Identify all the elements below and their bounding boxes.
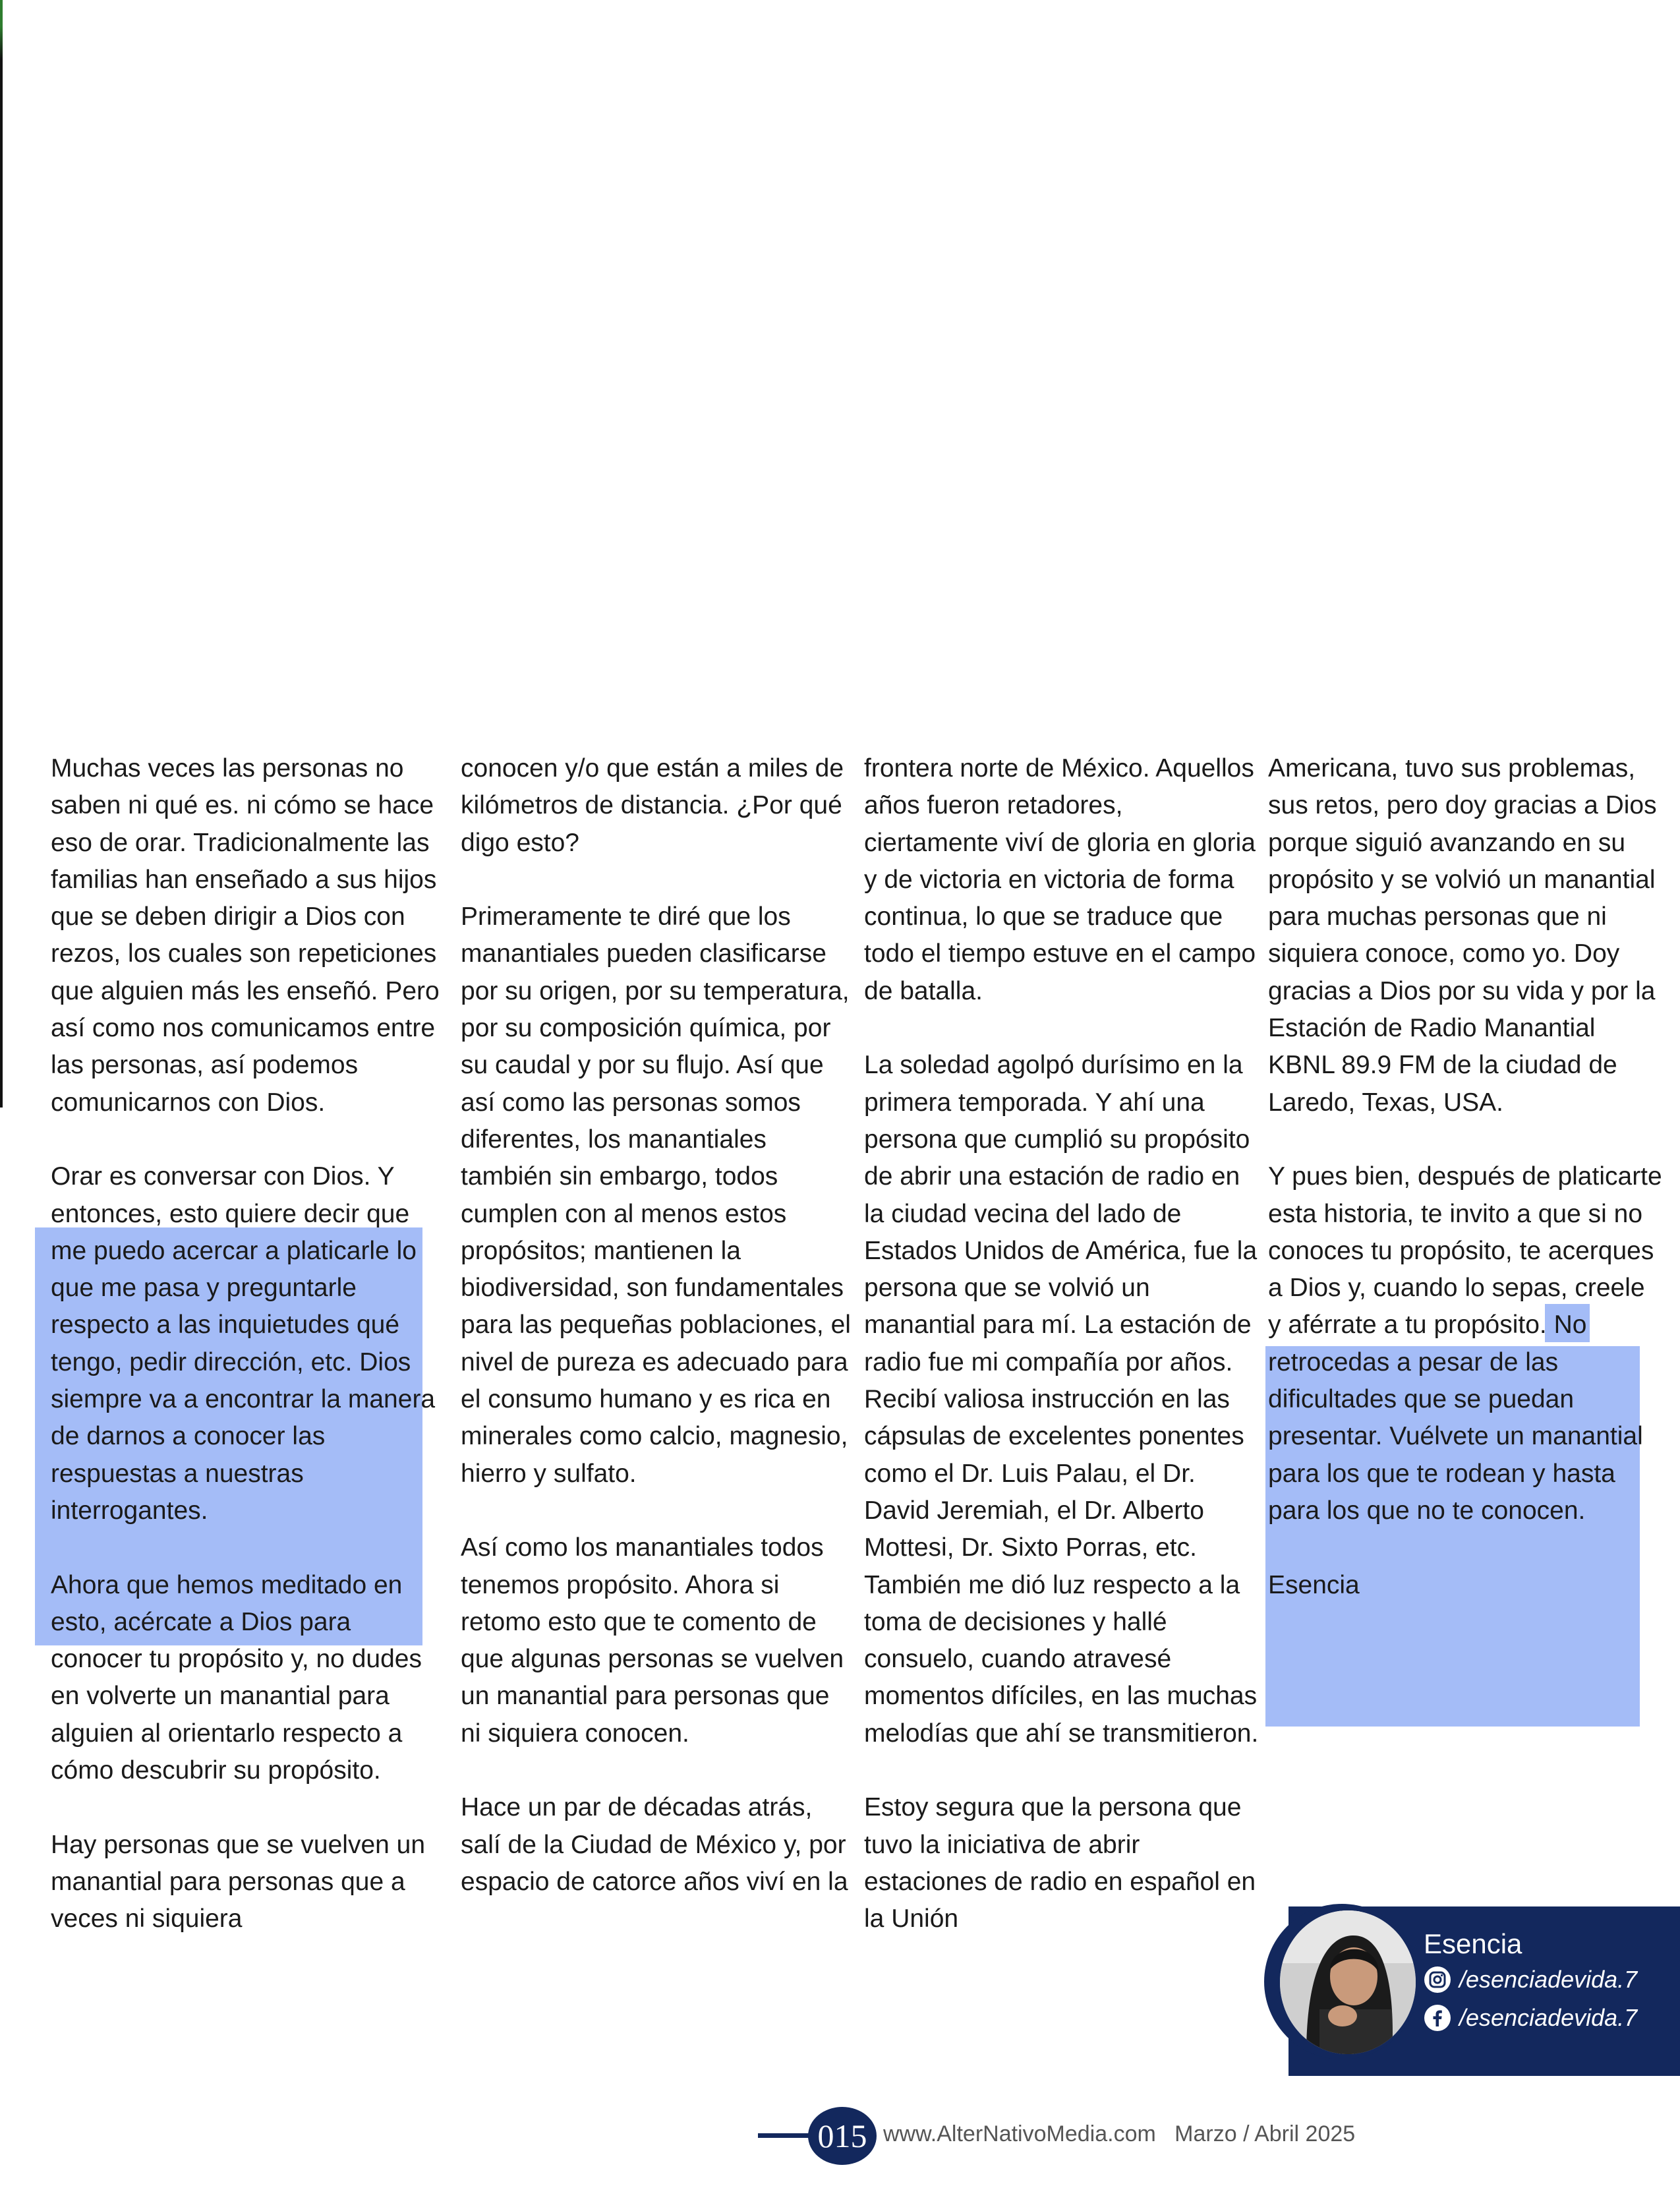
paragraph: Así como los manantiales todos tenemos propósito. Ahora si retomo esto que te comento de que algunas personas se vuelven un manantial para personas que ni siquiera conocen.	[461, 1533, 844, 1748]
page-number: 015	[808, 2107, 877, 2165]
paragraph: Primeramente te diré que los manantiales pueden clasificarse por su origen, por su temperatura, por su composición química, por su caudal y por su flujo. Así que así como las personas somos diferentes, los manantiales también sin embargo, todos cumplen con al menos estos propósitos; mantienen la biodiversidad, son fundamentales para las pequeñas poblaciones, el nivel de pureza es adecuado para el consumo humano y es rica en minerales como calcio, magnesio, hierro y sulfato.	[461, 902, 851, 1488]
page-edge-line	[0, 0, 3, 1108]
avatar	[1280, 1910, 1416, 2054]
closing-intro: Y pues bien, después de platicarte esta historia,	[1268, 1162, 1662, 1228]
paragraph: Muchas veces las personas no saben ni qué es. ni cómo se hace eso de orar. Tradicionalmente las familias han enseñado a sus hijos que se deben dirigir a Dios con rezos, los cuales son repeticiones que alguien más les enseñó. Pero así como nos comunicamos entre las personas, así podemos comunicarnos con Dios.	[51, 754, 440, 1117]
article-column-1	[51, 750, 446, 1938]
footer-website[interactable]: www.AlterNativoMedia.com	[883, 2121, 1156, 2146]
paragraph: conocen y/o que están a miles de kilómetros de distancia. ¿Por qué digo esto?	[461, 754, 844, 857]
footer-publication	[883, 2121, 1355, 2147]
paragraph: Hay personas que se vuelven un manantial para personas que a veces ni siquiera	[51, 1830, 426, 1934]
paragraph: Americana, tuvo sus problemas, sus retos, pero doy gracias a Dios porque siguió avanzando en su propósito y se volvió un manantial para muchas personas que ni siquiera conoce, como yo. Doy gracias a Dios por su vida y por la Estación de Radio Manantial KBNL 89.9 FM de la ciudad de Laredo, Texas, USA.	[1268, 754, 1657, 1117]
closing-paragraph	[1268, 1158, 1664, 1529]
highlighted-paragraph: Orar es conversar con Dios. Y entonces, esto quiere decir que me puedo acercar a platicarle lo que me pasa y preguntarle respecto a las inquietudes qué tengo, pedir dirección, etc. Dios siempre va a encontrar la manera de darnos a conocer las respuestas a nuestras interrogantes.	[51, 1162, 436, 1525]
footer-issue: Marzo / Abril 2025	[1174, 2121, 1356, 2146]
paragraph: frontera norte de México. Aquellos años fueron retadores, ciertamente viví de gloria en gloria y de victoria en victoria de forma continua, lo que se traduce que todo el tiempo estuve en el campo de batalla.	[864, 754, 1256, 1005]
instagram-icon	[1424, 1966, 1451, 1994]
instagram-handle: /esenciadevida.7	[1459, 1966, 1638, 1993]
paragraph: Hace un par de décadas atrás, salí de la Ciudad de México y, por espacio de catorce años viví en la	[461, 1793, 848, 1896]
facebook-handle: /esenciadevida.7	[1459, 2004, 1638, 2031]
instagram-link[interactable]	[1424, 1966, 1637, 1994]
footer-rule	[758, 2133, 811, 2138]
article-column-4	[1268, 750, 1664, 1604]
closing-highlight: te invito a que si no conoces tu propósito, te acerques a Dios y, cuando lo sepas, creele y aférrate a tu propósito. No retrocedas a pesar de las dificultades que se puedan presentar. Vuélvete un manantial para los que te rodean y hasta para los que no te conocen.	[1268, 1199, 1654, 1525]
author-name: Esencia	[1424, 1928, 1522, 1959]
article-column-3	[864, 750, 1260, 1938]
paragraph: Estoy segura que la persona que tuvo la iniciativa de abrir estaciones de radio en español en la Unión	[864, 1793, 1256, 1934]
paragraph: Ahora que hemos meditado en esto, acércate a Dios para conocer tu propósito y, no dudes en volverte un manantial para alguien al orientarlo respecto a cómo descubrir su propósito.	[51, 1570, 422, 1785]
avatar-photo-icon	[1280, 1910, 1416, 2054]
paragraph: La soledad agolpó durísimo en la primera temporada. Y ahí una persona que cumplió su propósito de abrir una estación de radio en la ciudad vecina del lado de Estados Unidos de América, fue la persona que se volvió un manantial para mí. La estación de radio fue mi compañía por años. Recibí valiosa instrucción en las cápsulas de excelentes ponentes como el Dr. Luis Palau, el Dr. David Jeremiah, el Dr. Alberto Mottesi, Dr. Sixto Porras, etc. También me dió luz respecto a la toma de decisiones y hallé consuelo, cuando atravesé momentos difíciles, en las muchas melodías que ahí se transmitieron.	[864, 1051, 1259, 1748]
facebook-icon	[1424, 2004, 1451, 2032]
signature: Esencia	[1268, 1570, 1360, 1599]
facebook-link[interactable]	[1424, 2004, 1637, 2032]
article-column-2	[461, 750, 856, 1901]
